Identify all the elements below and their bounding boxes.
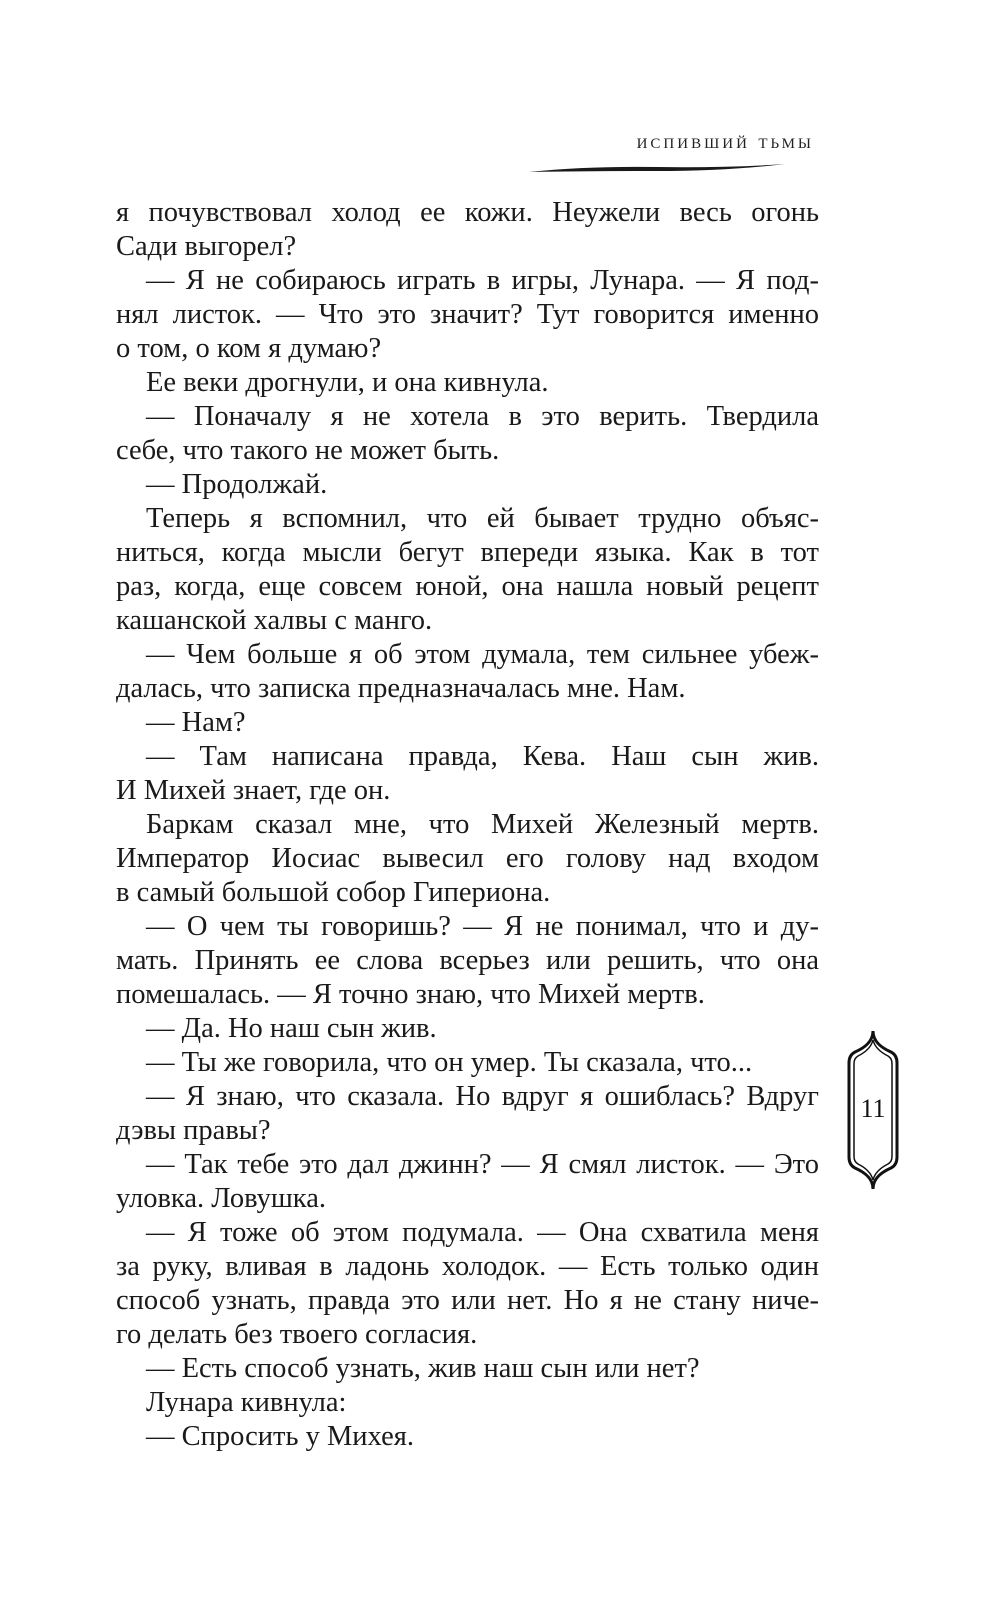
text-line: за руку, вливая в ладонь холодок. — Есть только один <box>116 1251 819 1282</box>
text-line: Баркам сказал мне, что Михей Железный мертв. <box>146 809 819 840</box>
text-line: — Да. Но наш сын жив. <box>146 1013 437 1044</box>
text-line: уловка. Ловушка. <box>116 1183 326 1214</box>
header-rule <box>527 160 787 180</box>
text-line: Лунара кивнула: <box>146 1387 347 1418</box>
text-line: далась, что записка предназначалась мне. Нам. <box>116 673 686 704</box>
text-line: — Спросить у Михея. <box>146 1421 414 1452</box>
text-line: — Есть способ узнать, жив наш сын или нет? <box>146 1353 700 1384</box>
text-line: ниться, когда мысли бегут впереди языка. Как в тот <box>116 537 819 568</box>
header-rule-swash <box>529 164 785 172</box>
text-line: — Я тоже об этом подумала. — Она схватила меня <box>146 1217 819 1248</box>
text-line: го делать без твоего согласия. <box>116 1319 478 1350</box>
text-line: Сади выгорел? <box>116 231 297 262</box>
text-line: — Нам? <box>146 707 246 738</box>
text-line: о том, о ком я думаю? <box>116 333 382 364</box>
running-header-title: испивший тьмы <box>636 128 814 153</box>
text-line: — Так тебе это дал джинн? — Я смял листок. — Это <box>146 1149 819 1180</box>
text-line: нял листок. — Что это значит? Тут говорится именно <box>116 299 819 330</box>
text-line: — Я не собираюсь играть в игры, Лунара. — Я под- <box>146 265 819 296</box>
text-line: — Чем больше я об этом думала, тем сильнее убеж- <box>146 639 819 670</box>
text-line: — Ты же говорила, что он умер. Ты сказала, что... <box>146 1047 753 1078</box>
text-line: Ее веки дрогнули, и она кивнула. <box>146 367 549 398</box>
text-line: помешалась. — Я точно знаю, что Михей мертв. <box>116 979 705 1010</box>
text-line: — Продолжай. <box>146 469 328 500</box>
text-line: — О чем ты говоришь? — Я не понимал, что и ду- <box>146 911 819 942</box>
text-line: — Там написана правда, Кева. Наш сын жив. <box>146 741 819 772</box>
page-number: 11 <box>860 1094 886 1123</box>
text-line: способ узнать, правда это или нет. Но я не стану ниче- <box>116 1285 819 1316</box>
text-line: себе, что такого не может быть. <box>116 435 500 466</box>
text-line: в самый большой собор Гипериона. <box>116 877 551 908</box>
text-body <box>116 196 819 1454</box>
text-line: — Я знаю, что сказала. Но вдруг я ошиблась? Вдруг <box>146 1081 819 1112</box>
text-line: кашанской халвы с манго. <box>116 605 433 636</box>
text-line: — Поначалу я не хотела в это верить. Твердила <box>146 401 819 432</box>
text-line: Император Иосиас вывесил его голову над входом <box>116 843 819 874</box>
text-line: мать. Принять ее слова всерьез или решить, что она <box>116 945 819 976</box>
text-line: раз, когда, еще совсем юной, она нашла новый рецепт <box>116 571 819 602</box>
text-line: Теперь я вспомнил, что ей бывает трудно объяс- <box>146 503 819 534</box>
text-line: И Михей знает, где он. <box>116 775 391 806</box>
text-line: я почувствовал холод ее кожи. Неужели весь огонь <box>116 197 819 228</box>
text-line: дэвы правы? <box>116 1115 271 1146</box>
